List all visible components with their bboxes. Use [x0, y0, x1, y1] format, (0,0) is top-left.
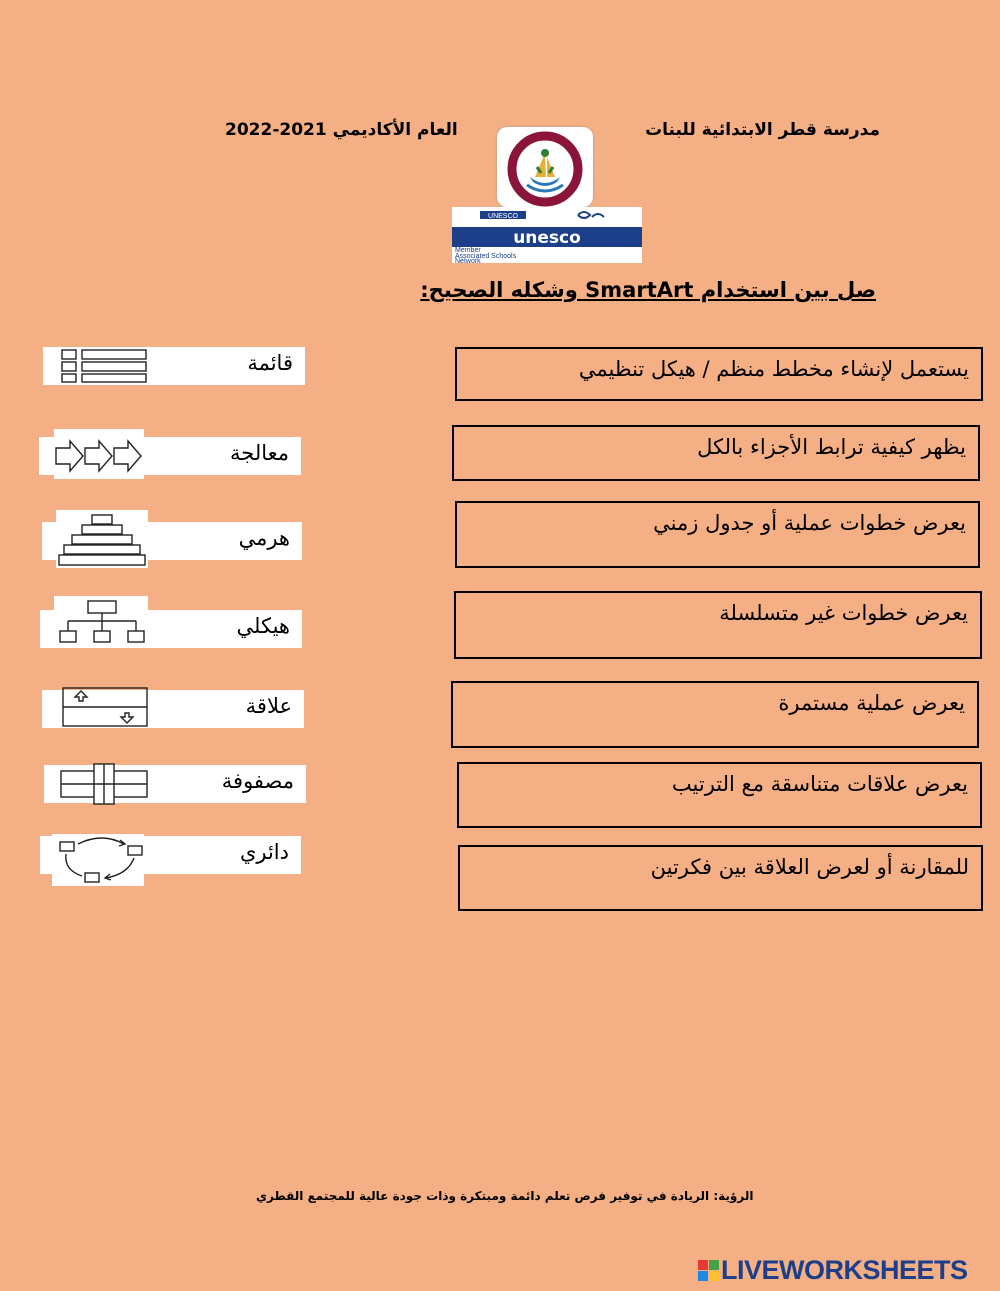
type-box-matrix[interactable]	[44, 765, 306, 803]
type-box-relationship[interactable]	[42, 690, 304, 728]
description-text: يعرض علاقات متناسقة مع الترتيب	[671, 772, 968, 796]
unesco-caption-1: Member	[455, 247, 481, 254]
type-box-list[interactable]	[43, 347, 305, 385]
process-arrows-icon	[54, 439, 144, 473]
instruction-title: صل بين استخدام SmartArt وشكله الصحيح:	[420, 278, 876, 302]
description-box-1[interactable]	[455, 347, 983, 401]
unesco-badge-text: UNESCO	[488, 213, 518, 220]
description-box-5[interactable]	[451, 681, 979, 748]
type-label: هرمي	[238, 526, 290, 550]
type-box-process[interactable]	[39, 437, 301, 475]
school-name: مدرسة قطر الابتدائية للبنات	[645, 120, 880, 140]
type-label: مصفوفة	[221, 769, 294, 793]
description-text: يظهر كيفية ترابط الأجزاء بالكل	[697, 435, 966, 459]
description-box-6[interactable]	[457, 762, 982, 828]
unesco-logo	[452, 207, 642, 263]
brand-block-i	[709, 1260, 719, 1270]
matrix-icon	[60, 763, 148, 805]
unesco-caption-3: Network	[455, 258, 481, 263]
vision-statement: الرؤية: الريادة في توفير فرص تعلم دائمة ومبتكرة وذات جودة عالية للمجتمع القطري	[256, 1189, 754, 1203]
unesco-caption-2: Associated Schools	[455, 253, 517, 260]
type-label: علاقة	[245, 694, 292, 718]
description-text: يعرض عملية مستمرة	[778, 691, 965, 715]
unesco-logo-graphic	[452, 207, 642, 263]
list-icon	[61, 349, 147, 383]
description-box-7[interactable]	[458, 845, 983, 911]
hierarchy-icon	[58, 600, 146, 644]
type-label: هيكلي	[236, 614, 290, 638]
type-box-hierarchy[interactable]	[40, 610, 302, 648]
cycle-icon	[58, 836, 146, 884]
description-text: يعرض خطوات عملية أو جدول زمني	[653, 511, 966, 535]
pyramid-icon	[58, 514, 146, 566]
qatar-emblem-icon	[497, 127, 593, 207]
type-box-pyramid[interactable]	[42, 522, 302, 560]
ministry-logo	[497, 127, 593, 207]
relationship-icon	[62, 687, 148, 727]
description-text: يستعمل لإنشاء مخطط منظم / هيكل تنظيمي	[578, 357, 969, 381]
description-box-4[interactable]	[454, 591, 982, 659]
academic-year: العام الأكاديمي 2021-2022	[225, 120, 458, 140]
type-label: دائري	[239, 840, 289, 864]
brand-block-v	[698, 1271, 708, 1281]
type-label: معالجة	[230, 441, 289, 465]
unesco-wordmark: unesco	[513, 228, 581, 248]
type-label: قائمة	[247, 351, 293, 375]
description-text: يعرض خطوات غير متسلسلة	[719, 601, 968, 625]
description-box-2[interactable]	[452, 425, 980, 481]
brand-block-l	[698, 1260, 708, 1270]
brand-block-e	[709, 1271, 719, 1281]
brand-name: LIVEWORKSHEETS	[721, 1254, 968, 1285]
brand-blocks-icon	[698, 1260, 719, 1281]
description-box-3[interactable]	[455, 501, 980, 568]
liveworksheets-brand[interactable]	[698, 1254, 968, 1286]
type-box-cycle[interactable]	[40, 836, 301, 874]
description-text: للمقارنة أو لعرض العلاقة بين فكرتين	[650, 855, 969, 879]
